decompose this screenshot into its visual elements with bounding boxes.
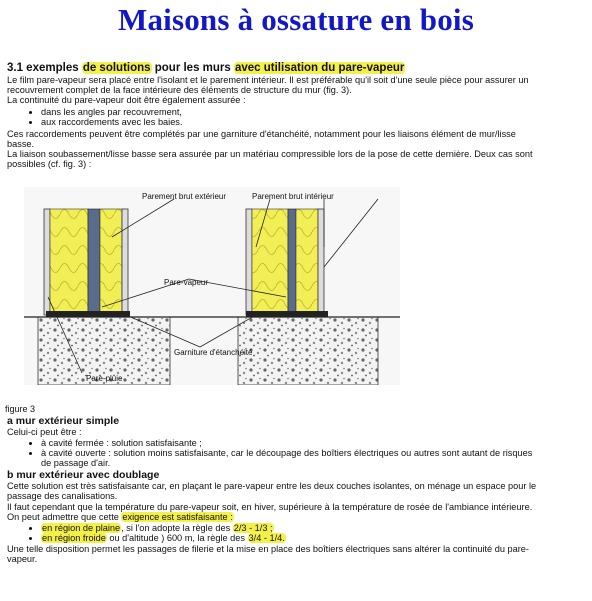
- right-foundation: [238, 317, 378, 385]
- part-a-intro: Celui-ci peut être :: [7, 427, 82, 437]
- highlight: 3/4 - 1/4.: [248, 533, 285, 544]
- part-b-paragraph-1: Cette solution est très satisfaisante car, en plaçant le pare-vapeur entre les deux couches isolantes, on ménage un espace pour le passage des canalisations.: [7, 481, 537, 502]
- highlight: en région froide: [42, 533, 106, 544]
- right-wall-section: [246, 209, 328, 317]
- list-item: • à cavité fermée : solution satisfaisante ;: [41, 438, 537, 448]
- section-heading: [7, 62, 537, 74]
- part-b-paragraph-2: Il faut cependant que la température du pare-vapeur soit, en hiver, supérieure à la température de rosée de l'ambiance intérieure.: [7, 501, 533, 512]
- section-3-1: [7, 62, 537, 169]
- paragraph-3: Ces raccordements peuvent être complétés par une garniture d'étanchéité, notamment pour les liaisons élément de mur/lisse basse.: [7, 128, 516, 149]
- text: , si l'on adopte la règle des: [121, 523, 233, 534]
- list-item: [41, 533, 537, 543]
- label-pare-pluie: Pare-pluie: [86, 374, 123, 383]
- heading-mid: pour les murs: [151, 62, 234, 74]
- paragraph-1: Le film pare-vapeur sera placé entre l'isolant et le parement intérieur. Il est préférable qu'il soit d'une seule pièce pour assurer un recouvrement complet de la face intérieure des éléments de structure du mur (fig. 3).: [7, 75, 529, 96]
- page-title: Maisons à ossature en bois: [117, 2, 474, 37]
- part-b-p3-text: On peut admettre que cette: [7, 511, 122, 522]
- heading-prefix: 3.1 exemples: [7, 62, 82, 74]
- label-parement-interieur: Parement brut intérieur: [252, 192, 334, 201]
- section-after-figure: [7, 415, 537, 564]
- bullet-list-continuity: [7, 107, 537, 128]
- label-garniture: Garniture d'étanchéité: [174, 348, 253, 357]
- part-b-p3-highlight: exigence est satisfaisante :: [122, 511, 233, 522]
- text: ou d'altitude ) 600 m, la règle des: [106, 533, 248, 544]
- highlight: en région de plaine: [42, 523, 121, 534]
- part-b-heading: b mur extérieur avec doublage: [7, 469, 160, 482]
- heading-highlight-2: avec utilisation du pare-vapeur: [234, 62, 405, 74]
- label-parement-exterieur: Parement brut extérieur: [142, 192, 227, 201]
- paragraph-4: La liaison soubassement/lisse basse sera assurée par un matériau compressible lors de la pose de cette dernière. Deux cas sont possibles (cf. fig. 3) :: [7, 149, 533, 170]
- left-wall-section: [44, 209, 130, 317]
- part-b-paragraph-4: Une telle disposition permet les passages de filerie et la mise en place des boîtiers électriques sans altérer la continuité du pare-vapeur.: [7, 544, 529, 565]
- part-b-paragraph-3: [7, 512, 537, 522]
- heading-highlight-1: de solutions: [82, 62, 151, 74]
- paragraph-2: La continuité du pare-vapeur doit être également assurée :: [7, 95, 246, 106]
- list-item: • aux raccordements avec les baies.: [41, 117, 537, 128]
- list-item: • dans les angles par recouvrement,: [41, 107, 537, 118]
- figure-3-diagram: [24, 187, 400, 385]
- list-item: • à cavité ouverte : solution moins satisfaisante, car le découpage des boîtiers électriques ou autres sont autant de risques de passage d'air.: [41, 448, 537, 468]
- part-a-list: [7, 438, 537, 468]
- figure-caption: figure 3: [5, 404, 36, 414]
- part-b-list: [7, 523, 537, 543]
- highlight: 2/3 - 1/3 ;: [233, 523, 273, 534]
- label-pare-vapeur: Pare-vapeur: [164, 278, 209, 287]
- list-item: [41, 523, 537, 533]
- part-a-heading: a mur extérieur simple: [7, 415, 120, 427]
